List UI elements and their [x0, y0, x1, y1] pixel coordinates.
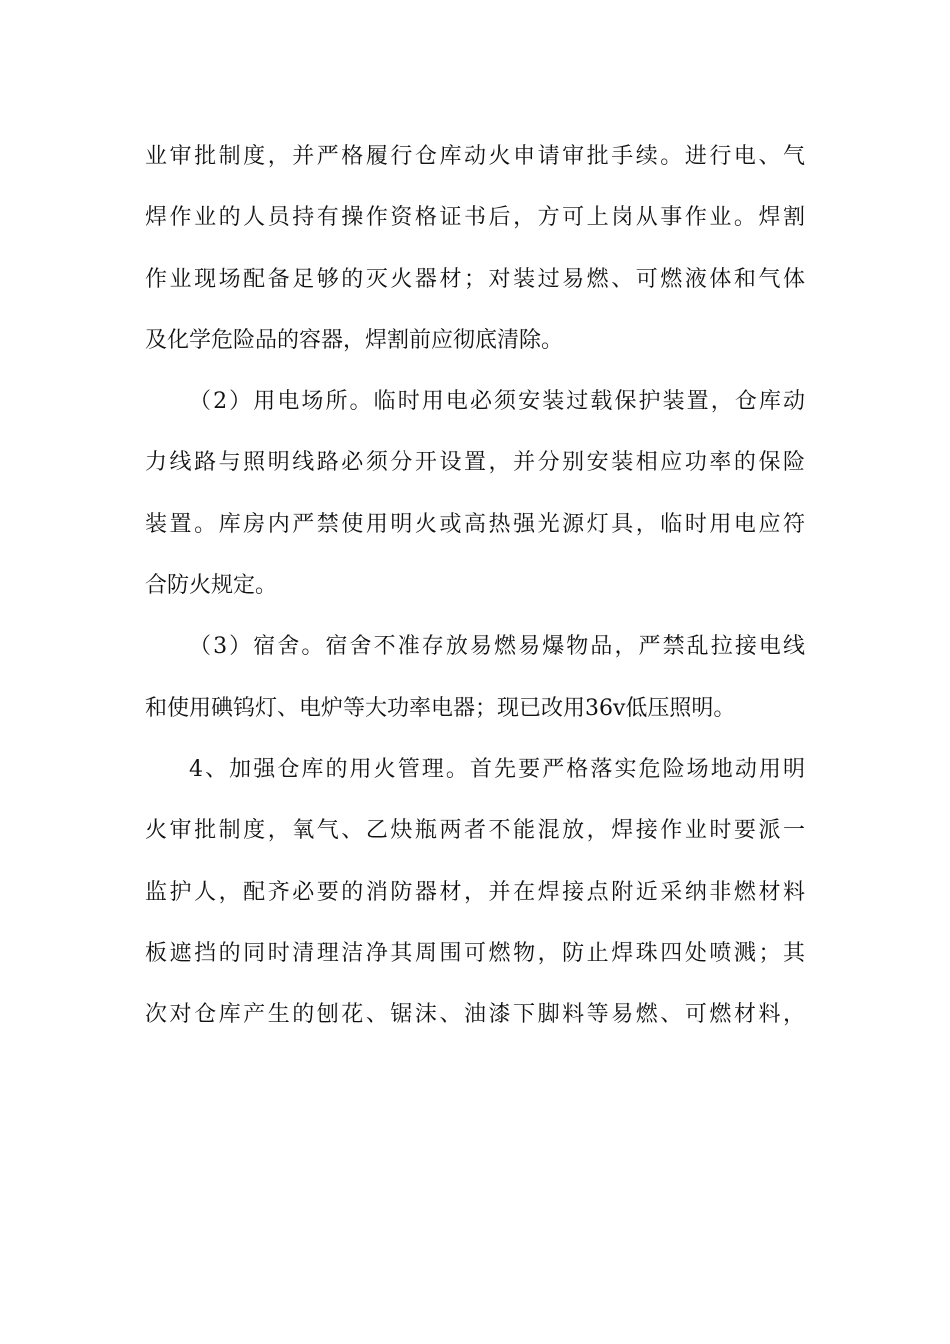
text-line: （3）宿舍。宿舍不准存放易燃易爆物品，严禁乱拉接电线: [189, 634, 805, 660]
text-line: 4、加强仓库的用火管理。首先要严格落实危险场地动用明: [189, 756, 805, 782]
text-line: 及化学危险品的容器，焊割前应彻底清除。: [145, 327, 564, 353]
text-line: 业审批制度，并严格履行仓库动火申请审批手续。进行电、气: [145, 144, 805, 169]
text-line: 次对仓库产生的刨花、锯沫、油漆下脚料等易燃、可燃材料，: [145, 1002, 805, 1028]
text-line: 装置。库房内严禁使用明火或高热强光源灯具，临时用电应符: [145, 511, 805, 537]
text-line: 力线路与照明线路必须分开设置，并分别安装相应功率的保险: [145, 450, 805, 476]
text-line: 合防火规定。: [145, 573, 278, 599]
text-line: 监护人，配齐必要的消防器材，并在焊接点附近采纳非燃材料: [145, 879, 805, 905]
text-line: 焊作业的人员持有操作资格证书后，方可上岗从事作业。焊割: [145, 205, 805, 231]
text-line: 板遮挡的同时清理洁净其周围可燃物，防止焊珠四处喷溅；其: [145, 940, 805, 966]
body-text: [145, 126, 805, 1045]
text-line: 火审批制度，氧气、乙炔瓶两者不能混放，焊接作业时要派一: [145, 818, 805, 844]
text-line: （2）用电场所。临时用电必须安装过载保护装置，仓库动: [189, 389, 805, 415]
text-line: 作业现场配备足够的灭火器材；对装过易燃、可燃液体和气体: [145, 266, 805, 292]
text-line: 和使用碘钨灯、电炉等大功率电器；现已改用36v低压照明。: [145, 695, 736, 721]
